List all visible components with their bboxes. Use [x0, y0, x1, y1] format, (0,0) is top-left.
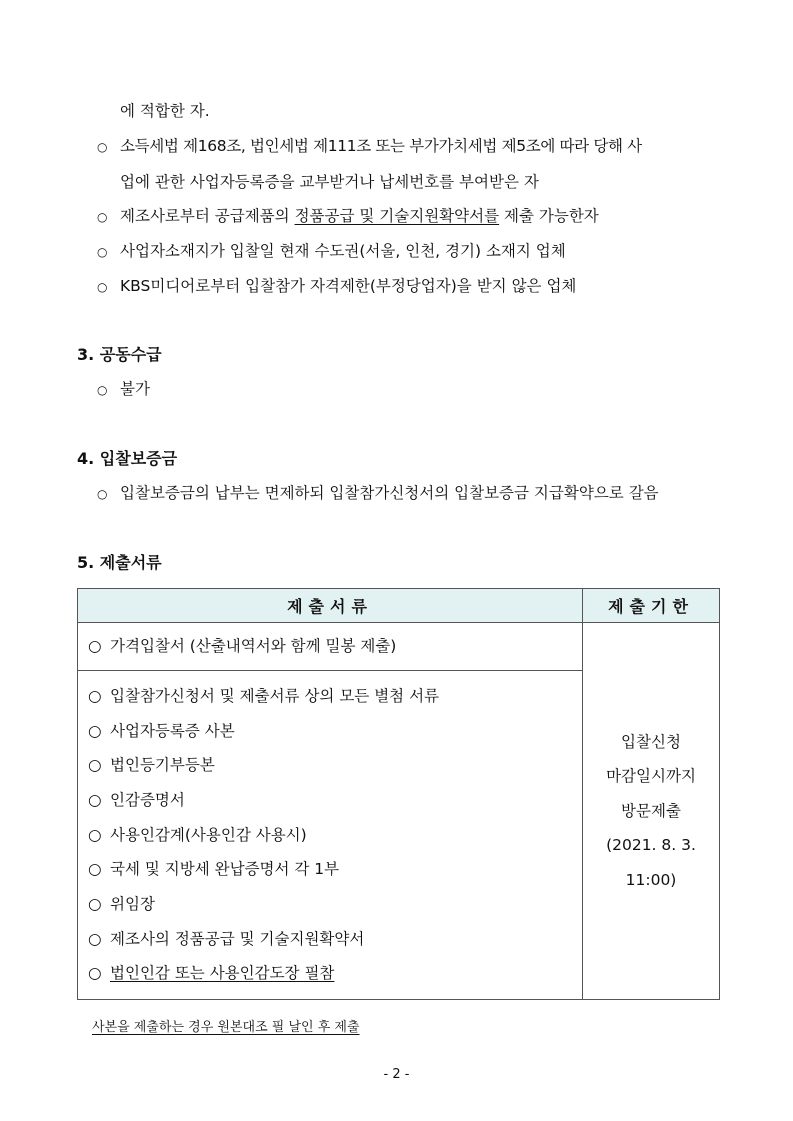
qualification-continuation: 에 적합한 자.	[120, 102, 210, 120]
deadline-line: 입찰신청	[621, 732, 681, 751]
section-3-text: 불가	[120, 380, 150, 398]
price-bid-cell	[78, 623, 583, 671]
bullet-icon: ○	[97, 383, 108, 397]
bullet-icon: ○	[97, 140, 108, 154]
qualification-item-3: 사업자소재지가 입찰일 현재 수도권(서울, 인천, 경기) 소재지 업체	[120, 242, 566, 260]
document-item: ○ 입찰참가신청서 및 제출서류 상의 모든 별첨 서류	[88, 679, 582, 714]
document-item: ○ 사업자등록증 사본	[88, 714, 582, 749]
circle-icon: ○	[88, 686, 102, 705]
circle-icon: ○	[88, 825, 102, 844]
required-documents-cell	[78, 671, 583, 1000]
section-4-title: 4. 입찰보증금	[77, 449, 178, 468]
document-item: ○ 법인인감 또는 사용인감도장 필참	[88, 956, 582, 991]
bullet-icon: ○	[97, 210, 108, 224]
circle-icon: ○	[88, 860, 102, 879]
document-item: ○ 위임장	[88, 887, 582, 922]
qualification-item-4: KBS미디어로부터 입찰참가 자격제한(부정당업자)을 받지 않은 업체	[120, 277, 577, 295]
deadline-line: 방문제출	[621, 801, 681, 820]
document-item: ○ 제조사의 정품공급 및 기술지원확약서	[88, 922, 582, 957]
document-item: ○ 인감증명서	[88, 783, 582, 818]
qualification-item-1-line2: 업에 관한 사업자등록증을 교부받거나 납세번호를 부여받은 자	[120, 173, 539, 191]
circle-icon: ○	[88, 929, 102, 948]
bullet-icon: ○	[97, 487, 108, 501]
bullet-icon: ○	[97, 245, 108, 259]
document-item: ○ 가격입찰서 (산출내역서와 함께 밀봉 제출)	[88, 629, 582, 664]
circle-icon: ○	[88, 756, 102, 775]
header-documents: 제출서류	[78, 589, 583, 623]
circle-icon: ○	[88, 721, 102, 740]
deadline-line: (2021. 8. 3.	[606, 836, 696, 855]
underlined-document-name: 정품공급 및 기술지원확약서를	[294, 207, 500, 225]
document-item: ○ 사용인감계(사용인감 사용시)	[88, 818, 582, 853]
document-item: ○ 법인등기부등본	[88, 748, 582, 783]
qualification-item-2: 제조사로부터 공급제품의 정품공급 및 기술지원확약서를 제출 가능한자	[120, 207, 599, 225]
document-item: ○ 국세 및 지방세 완납증명서 각 1부	[88, 852, 582, 887]
submission-documents-table	[77, 588, 720, 1000]
circle-icon: ○	[88, 964, 102, 983]
deadline-cell	[583, 623, 720, 1000]
footnote: 사본을 제출하는 경우 원본대조 필 날인 후 제출	[92, 1020, 360, 1035]
header-deadline: 제출기한	[583, 589, 720, 623]
bullet-icon: ○	[97, 280, 108, 294]
deadline-line: 마감일시까지	[606, 767, 696, 786]
page-number: - 2 -	[383, 1067, 410, 1082]
circle-icon: ○	[88, 790, 102, 809]
section-4-text: 입찰보증금의 납부는 면제하되 입찰참가신청서의 입찰보증금 지급확약으로 갈음	[120, 484, 659, 502]
circle-icon: ○	[88, 895, 102, 914]
circle-icon: ○	[88, 637, 102, 656]
section-3-title: 3. 공동수급	[77, 345, 162, 364]
deadline-line: 11:00)	[625, 870, 677, 889]
qualification-item-1-line1: 소득세법 제168조, 법인세법 제111조 또는 부가가치세법 제5조에 따라 당해 사	[120, 137, 642, 155]
section-5-title: 5. 제출서류	[77, 553, 162, 572]
